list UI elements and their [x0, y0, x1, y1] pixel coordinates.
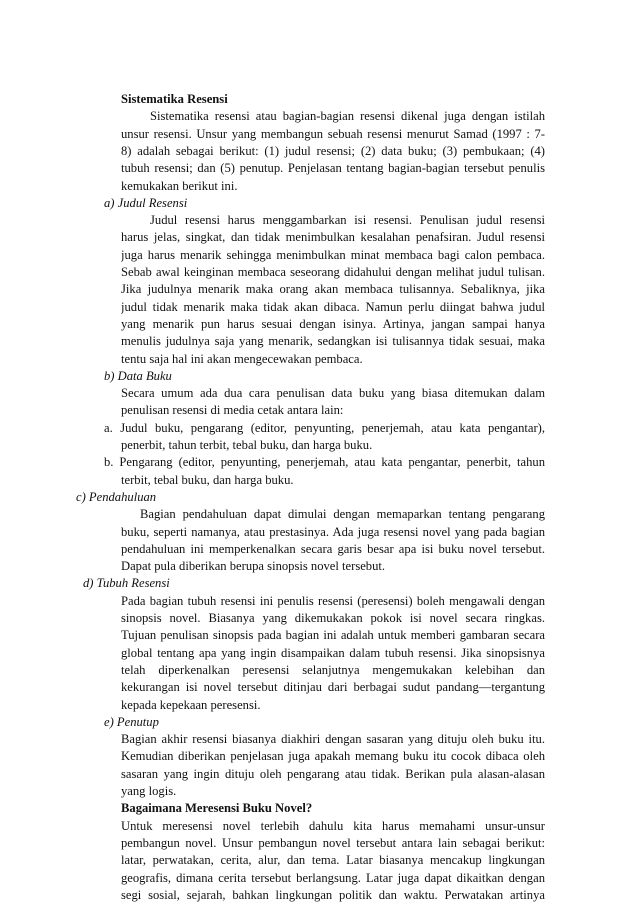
- section-heading-penutup: e) Penutup: [104, 714, 159, 729]
- paragraph-line: telah diperkenalkan peresensi selanjutnya mengemukakan kelebihan dan: [121, 662, 545, 677]
- paragraph-line: Bagian pendahuluan dapat dimulai dengan memaparkan tentang pengarang: [140, 507, 545, 522]
- paragraph-line: 8) adalah sebagai berikut: (1) judul resensi; (2) data buku; (3) pembukaan; (4): [121, 143, 545, 158]
- paragraph-line: pendahuluan ini memperkenalkan secara garis besar apa isi buku novel tersebut.: [121, 541, 545, 556]
- list-item-b: b. Pengarang (editor, penyunting, penerjemah, atau kata pengantar, penerbit, tahun: [104, 455, 545, 470]
- paragraph-line: juga harus menarik sehingga menimbulkan minat membaca bagi calon pembaca.: [121, 247, 545, 262]
- paragraph-line: Tujuan penulisan sinopsis pada bagian ini adalah untuk memberi gambaran secara: [121, 628, 545, 643]
- paragraph-line: segi sosial, sejarah, bahkan lingkungan politik dan waktu. Perwatakan artinya: [121, 887, 545, 902]
- paragraph-line: penulisan resensi di media cetak antara lain:: [121, 403, 344, 418]
- section-heading-tubuh: d) Tubuh Resensi: [83, 576, 170, 591]
- paragraph-line: unsur resensi. Unsur yang membangun sebuah resensi menurut Samad (1997 : 7-: [121, 126, 545, 141]
- paragraph-line: Jika judulnya menarik maka orang akan membaca tulisannya. Sebaliknya, jika: [121, 282, 545, 297]
- section-heading-judul: a) Judul Resensi: [104, 195, 188, 210]
- list-item-b-continued: terbit, tebal buku, dan harga buku.: [121, 472, 294, 487]
- paragraph-line: kepada kepekaan peresensi.: [121, 697, 261, 712]
- paragraph-line: geografis, dimana cerita tersebut berlangsung. Latar juga dapat dikaitkan dengan: [121, 870, 545, 885]
- paragraph-line: menulis judulnya saja yang menarik, sedangkan isi tulisannya tidak sesuai, maka: [121, 334, 545, 349]
- paragraph-line: Secara umum ada dua cara penulisan data buku yang biasa ditemukan dalam: [121, 386, 545, 401]
- list-item-a-continued: penerbit, tahun terbit, tebal buku, dan harga buku.: [121, 438, 373, 452]
- paragraph-line: sinopsis novel. Biasanya yang dikemukakan pokok isi novel secara ringkas.: [121, 611, 545, 625]
- paragraph-line: Pada bagian tubuh resensi ini penulis resensi (peresensi) boleh mengawali dengan: [121, 593, 545, 608]
- paragraph-line: tubuh resensi; dan (5) penutup. Penjelasan tentang bagian-bagian tersebut penulis: [121, 161, 545, 176]
- paragraph-line: Sebab awal keinginan membaca seseorang didahului dengan melihat judul tulisan.: [121, 265, 545, 279]
- section-heading-meresensi: Bagaimana Meresensi Buku Novel?: [121, 801, 313, 816]
- section-heading-data-buku: b) Data Buku: [104, 368, 172, 383]
- paragraph-line: kekurangan isi novel tersebut ditinjau dari berbagai sudut pandang—tergantung: [121, 680, 545, 695]
- paragraph-line: pembangun novel. Unsur pembangun novel tersebut antara lain sebagai berikut:: [121, 835, 545, 850]
- paragraph-line: Kemudian diberikan penjelasan juga apakah memang buku itu cocok dibaca oleh: [121, 749, 545, 764]
- section-heading-pendahuluan: c) Pendahuluan: [76, 489, 157, 504]
- paragraph-line: Sistematika resensi atau bagian-bagian resensi dikenal juga dengan istilah: [150, 109, 545, 124]
- paragraph-line: tentu saja hal ini akan mengecewakan pembaca.: [121, 351, 363, 366]
- paragraph-line: kemukakan berikut ini.: [121, 178, 238, 193]
- paragraph-line: judul tidak menarik maka tidak akan dibaca. Namun perlu diingat bahwa judul: [121, 299, 545, 314]
- paragraph-line: Bagian akhir resensi biasanya diakhiri dengan sasaran yang dituju oleh buku itu.: [121, 732, 545, 747]
- paragraph-line: Dapat pula diberikan berupa sinopsis novel tersebut.: [121, 559, 386, 574]
- paragraph-line: Untuk meresensi novel terlebih dahulu kita harus memahami unsur-unsur: [121, 818, 545, 833]
- section-heading-sistematika: Sistematika Resensi: [121, 92, 228, 106]
- list-item-a: a. Judul buku, pengarang (editor, penyunting, penerjemah, atau kata pengantar),: [104, 420, 545, 435]
- paragraph-line: global tentang apa yang ingin disampaikan dalam tubuh resensi. Jika sinopsisnya: [121, 645, 545, 660]
- paragraph-line: Judul resensi harus menggambarkan isi resensi. Penulisan judul resensi: [150, 213, 545, 228]
- paragraph-line: sasaran yang ingin dituju oleh pengarang atau tidak. Berikan pula alasan-alasan: [121, 766, 545, 781]
- paragraph-line: yang menarik pun harus sesuai dengan isinya. Artinya, jangan sampai hanya: [121, 316, 545, 331]
- paragraph-line: yang logis.: [121, 784, 177, 798]
- paragraph-line: latar, perwatakan, cerita, alur, dan tema. Latar biasanya mencakup lingkungan: [121, 853, 545, 868]
- paragraph-line: harus jelas, singkat, dan tidak menimbulkan kesalahan penafsiran. Judul resensi: [121, 230, 545, 245]
- paragraph-line: buku, seperti namanya, atau prestasinya. Ada juga resensi novel yang pada bagian: [121, 524, 545, 539]
